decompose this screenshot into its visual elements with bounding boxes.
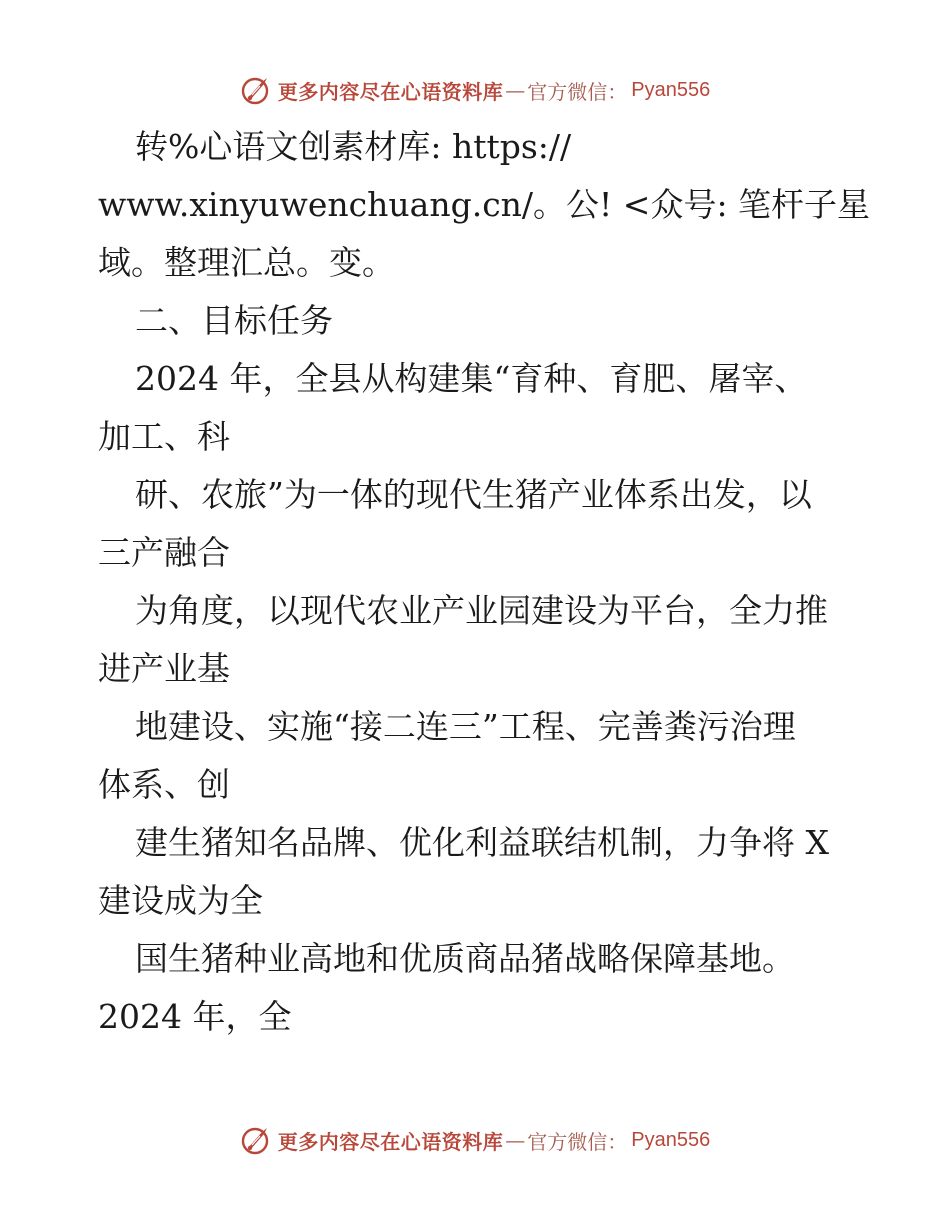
- banner-wechat-label: 官方微信：: [527, 1129, 628, 1154]
- body-line-3: 域。整理汇总。变。: [98, 243, 395, 282]
- banner-wechat-id: Pyan556: [631, 78, 711, 101]
- banner-slogan: 更多内容尽在心语资料库: [277, 1129, 504, 1154]
- quill-pen-logo-icon: [240, 1124, 272, 1156]
- banner-separator: —: [505, 78, 526, 102]
- body-line-10: 进产业基: [98, 649, 230, 688]
- banner-separator: —: [505, 1128, 526, 1152]
- body-line-8: 三产融合: [98, 533, 230, 572]
- body-line-15: 国生猪种业高地和优质商品猪战略保障基地。: [135, 939, 795, 978]
- body-line-12: 体系、创: [98, 765, 230, 804]
- body-line-14: 建设成为全: [98, 881, 263, 920]
- banner-slogan: 更多内容尽在心语资料库: [277, 79, 504, 104]
- body-line-13: 建生猪知名品牌、优化利益联结机制，力争将 X: [135, 823, 829, 862]
- banner-wechat-id: Pyan556: [631, 1128, 711, 1151]
- body-line-2: www.xinyuwenchuang.cn/。公! <众号: 笔杆子星: [98, 185, 871, 224]
- body-line-11: 地建设、实施“接二连三”工程、完善粪污治理: [135, 707, 796, 746]
- footer-banner: [0, 1120, 950, 1160]
- body-line-7: 研、农旅”为一体的现代生猪产业体系出发，以: [135, 475, 812, 514]
- section-heading: 二、目标任务: [135, 301, 333, 340]
- body-line-9: 为角度，以现代农业产业园建设为平台，全力推: [135, 591, 828, 630]
- body-line-6: 加工、科: [98, 417, 230, 456]
- quill-pen-logo-icon: [240, 74, 272, 106]
- body-line-5: 2024 年，全县从构建集“育种、育肥、屠宰、: [135, 359, 808, 398]
- body-line-16: 2024 年，全: [98, 997, 292, 1036]
- header-banner: [0, 70, 950, 110]
- banner-wechat-label: 官方微信：: [527, 79, 628, 104]
- body-line-1: 转%心语文创素材库: https://: [135, 127, 572, 166]
